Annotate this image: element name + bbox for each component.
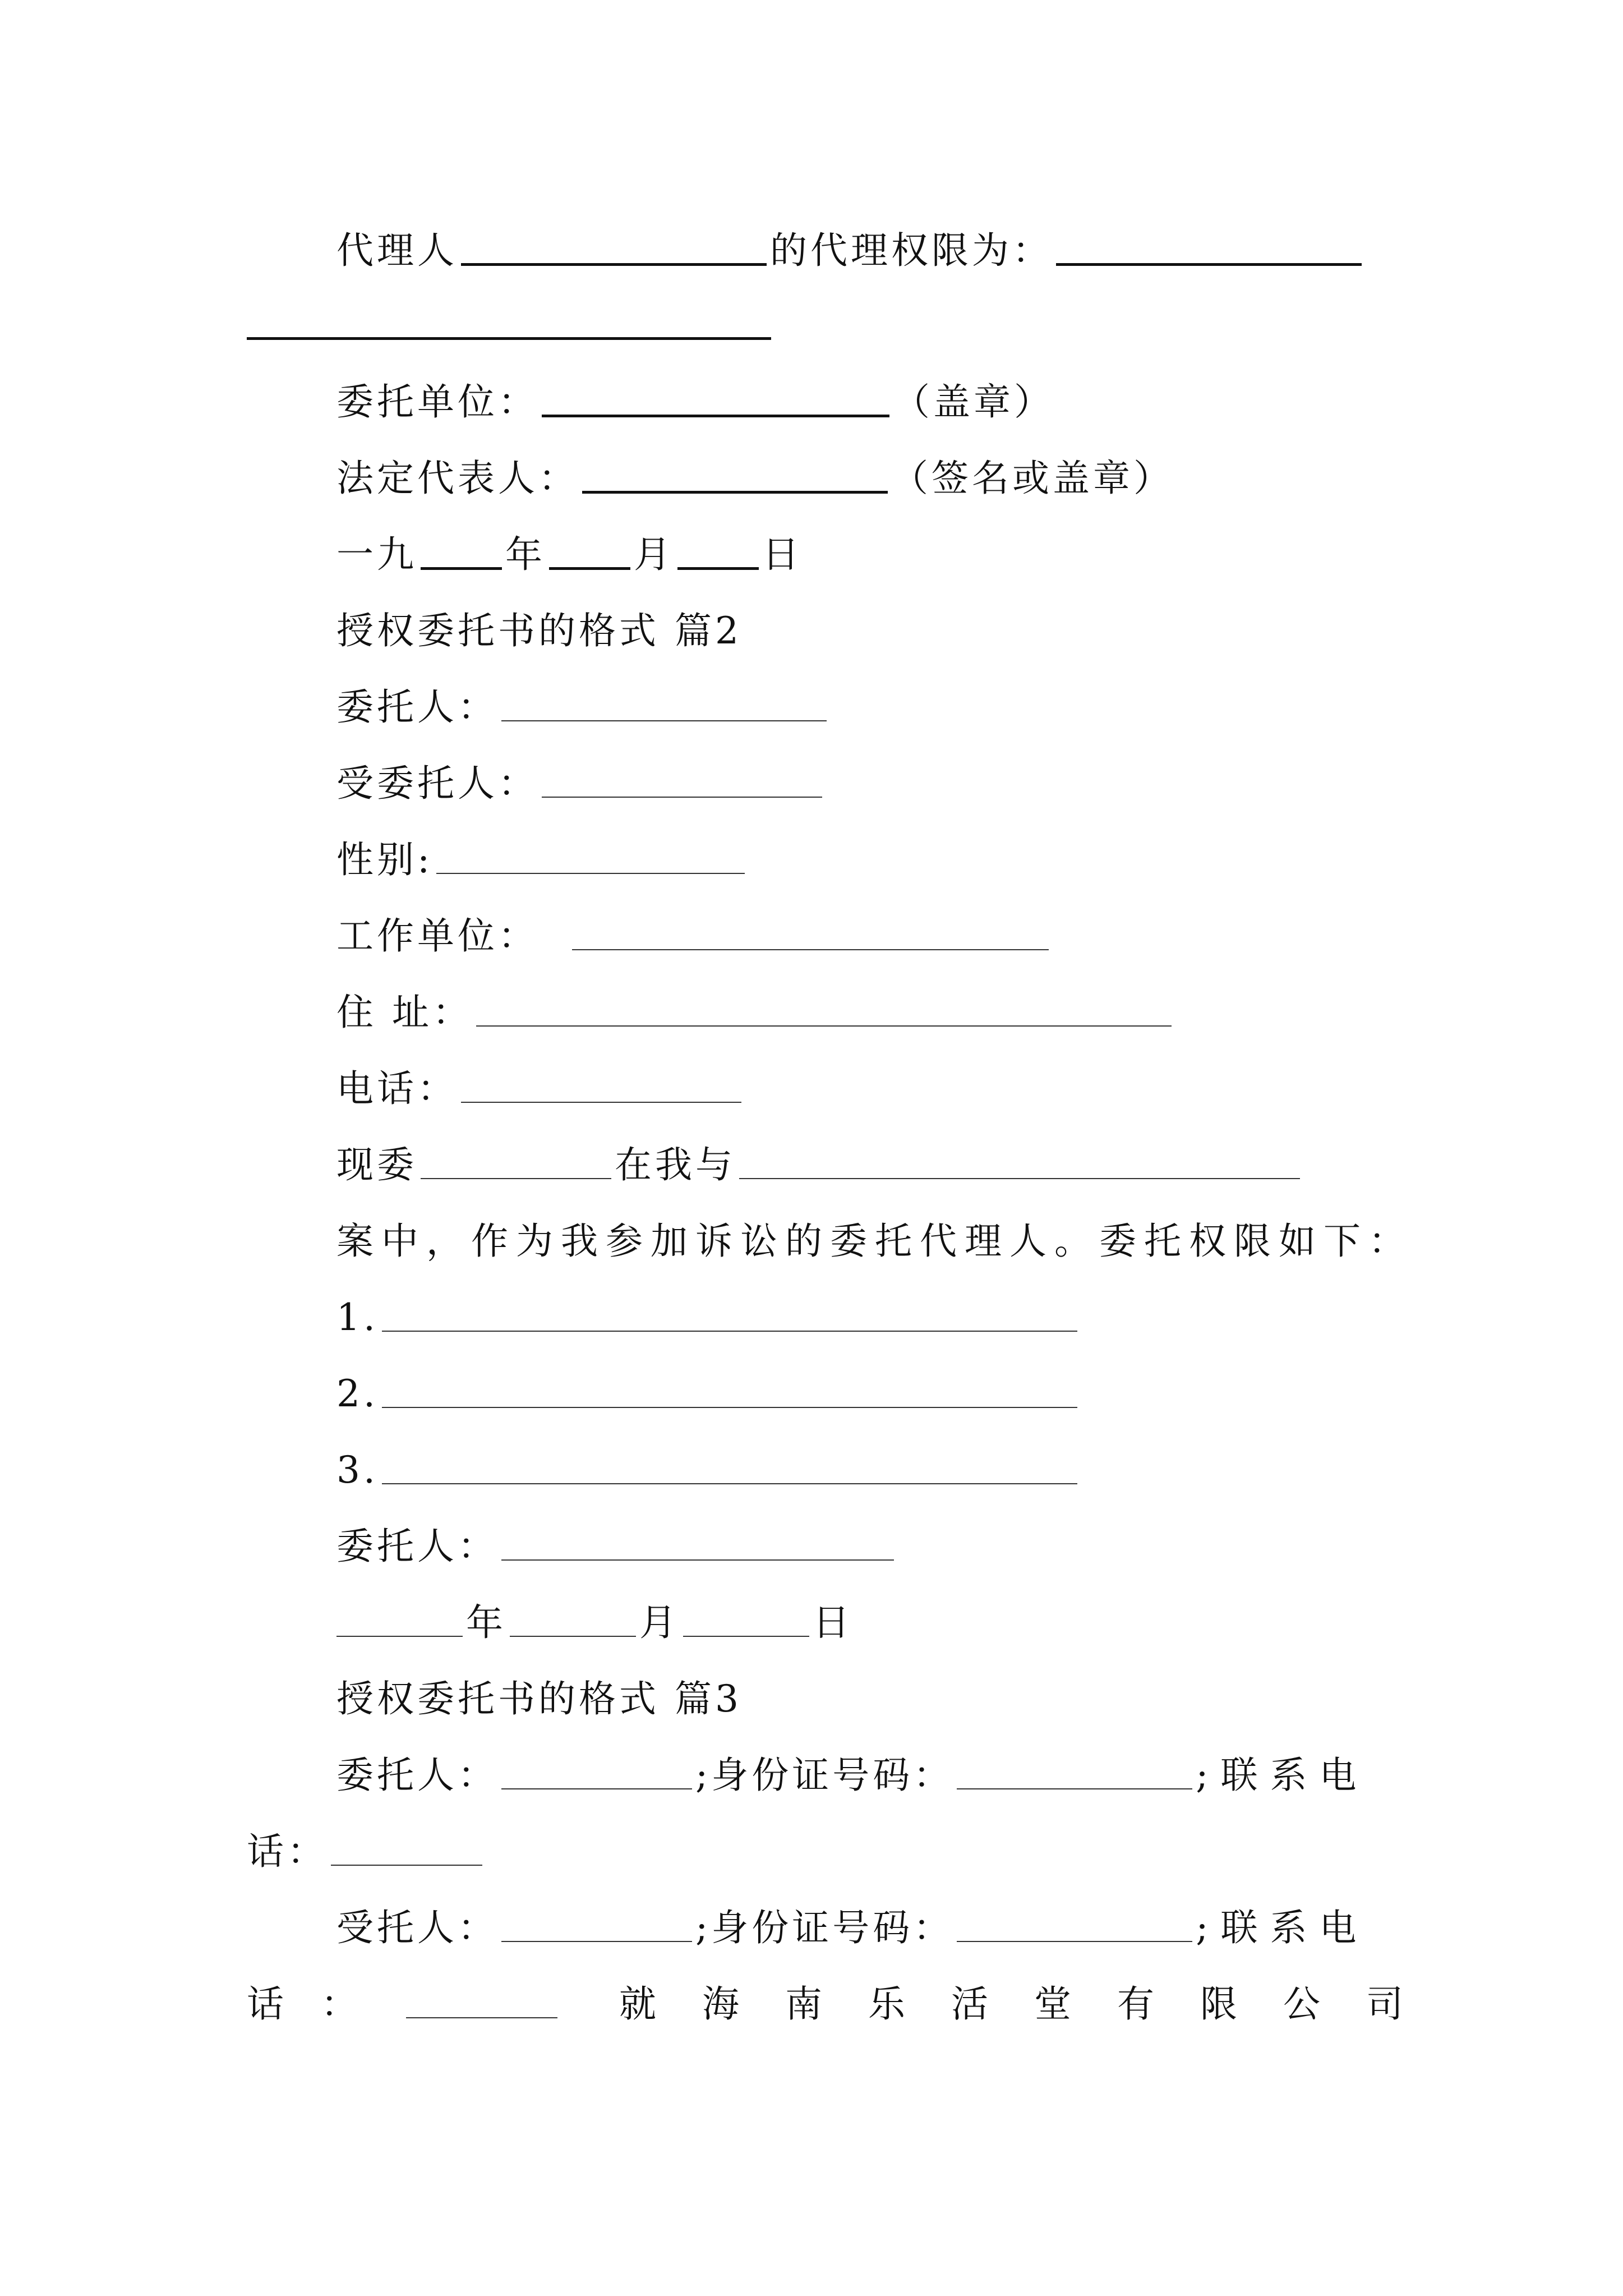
agent-label: 受委托人： [336,762,538,805]
agent-phone-label-cont: 话 [247,1982,287,2026]
phone-line [336,1051,745,1110]
workplace-label: 工作单位： [336,914,538,958]
proxy-name-blank[interactable] [461,257,767,266]
principal-phone-label-cont: 话： [247,1830,328,1873]
proxy-authority-blank-2[interactable] [247,332,771,340]
gender-label: 性别: [336,838,434,881]
agent-phone-colon: ： [321,1982,361,2026]
agent-phone-blank[interactable] [406,2012,557,2018]
year-blank-1[interactable] [421,562,502,570]
month-label-2: 月 [639,1601,680,1644]
agent-name-blank[interactable] [501,1935,692,1942]
month-blank-1[interactable] [549,562,630,570]
case-statement-line [336,1204,1413,1263]
company-text: 就海南乐活堂有限公司 [619,1982,1449,2026]
proxy-authority-continuation [247,287,774,343]
item-1-number: 1. [336,1296,379,1339]
day-blank-1[interactable] [677,562,759,570]
workplace-line [336,899,1052,958]
authority-item-1 [336,1280,1081,1339]
heading-2-text: 授权委托书的格式 篇2 [336,609,742,652]
month-blank-2[interactable] [510,1630,636,1637]
entrusting-unit-blank[interactable] [542,409,889,417]
case-statement: 案中，作为我参加诉讼的委托代理人。委托权限如下： [336,1220,1413,1263]
principal-signature-line [336,1509,897,1568]
proxy-authority-blank[interactable] [1056,257,1362,266]
address-blank[interactable] [476,1020,1172,1027]
commission-mid: 在我与 [615,1143,736,1186]
phone-label: 电话： [336,1067,458,1110]
workplace-blank[interactable] [572,944,1049,950]
principal-label: 委托人： [336,685,498,729]
gender-line [336,822,748,881]
principal-signature-blank[interactable] [501,1554,894,1561]
section-heading-2 [336,593,742,650]
year-blank-2[interactable] [336,1630,463,1637]
year-label-1: 年 [505,533,546,576]
agent-idno-blank[interactable] [957,1935,1192,1942]
date-line-2 [336,1585,853,1644]
address-label: 住 址： [336,991,473,1034]
principal-idno-label: ;身份证号码： [695,1754,954,1797]
principal-id-line [336,1738,1369,1797]
section-heading-3 [336,1662,742,1718]
day-blank-2[interactable] [683,1630,809,1637]
commissioned-person-blank[interactable] [421,1172,611,1179]
gender-blank[interactable] [436,867,745,874]
authority-item-2-blank[interactable] [382,1401,1077,1408]
authority-item-2 [336,1356,1081,1415]
commission-line [336,1128,1303,1184]
principal-signature-label: 委托人： [336,1525,498,1568]
principal-phone-continuation [247,1814,486,1873]
agent-phone-continuation [247,1967,1449,2026]
proxy-label: 代理人 [336,229,458,272]
agent-phone-label: ;联系电 [1196,1906,1369,1949]
principal-blank[interactable] [501,715,827,721]
authority-item-3 [336,1433,1081,1492]
agent-line [336,746,826,805]
day-label-1: 日 [762,533,803,576]
date-line-1 [336,517,803,576]
principal-id-label: 委托人： [336,1754,498,1797]
proxy-authority-line [336,213,1365,272]
principal-phone-label: ;联系电 [1196,1754,1369,1797]
year-label-2: 年 [466,1601,506,1644]
proxy-authority-label: 的代理权限为： [770,229,1053,272]
agent-id-line [336,1890,1369,1947]
agent-id-label: 受托人： [336,1906,498,1949]
principal-phone-blank[interactable] [331,1859,482,1866]
phone-blank[interactable] [461,1096,741,1103]
entrusting-unit-label: 委托单位： [336,380,538,424]
month-label-1: 月 [634,533,674,576]
entrusting-unit-line [336,365,1054,424]
item-2-number: 2. [336,1372,379,1415]
legal-rep-line [336,441,1174,500]
commission-prefix: 现委 [336,1143,417,1186]
principal-line [336,670,830,729]
agent-blank[interactable] [542,791,822,798]
principal-idno-blank[interactable] [957,1783,1192,1789]
heading-3-text: 授权委托书的格式 篇3 [336,1677,742,1720]
legal-rep-label: 法定代表人： [336,457,579,500]
principal-name-blank[interactable] [501,1783,692,1789]
legal-rep-blank[interactable] [582,485,888,494]
date-prefix: 一九 [336,533,417,576]
agent-idno-label: ;身份证号码： [695,1906,954,1949]
sign-seal-note: （签名或盖章） [891,457,1174,500]
authority-item-1-blank[interactable] [382,1325,1077,1332]
authority-item-3-blank[interactable] [382,1478,1077,1484]
seal-note: （盖章） [893,380,1054,424]
address-line [336,975,1175,1034]
opposing-party-blank[interactable] [739,1172,1300,1179]
item-3-number: 3. [336,1448,379,1492]
day-label-2: 日 [813,1601,853,1644]
